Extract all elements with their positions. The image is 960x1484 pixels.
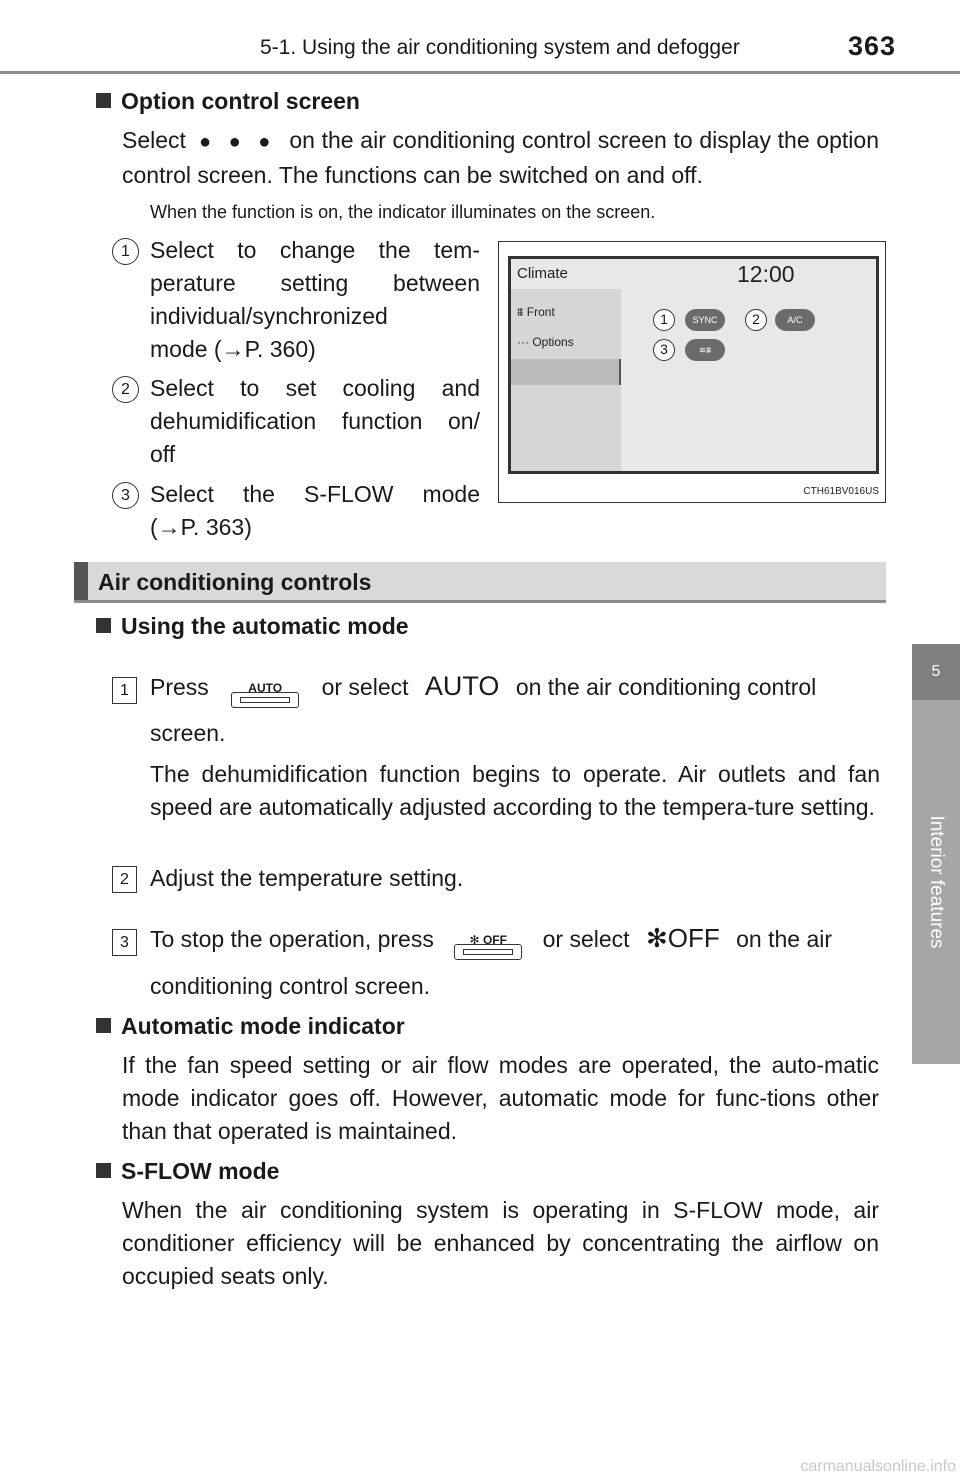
sflow-text: When the air conditioning system is operating in S-FLOW mode, air conditioner efficiency will be enhanced by concentrating the airflow on occupied seats only.	[122, 1197, 879, 1289]
square-bullet-icon	[96, 93, 111, 108]
callout-1-text: Select to change the tem- perature setting between individual/synchronized mode (→P. 360)	[150, 237, 480, 362]
callout-2: 2	[112, 376, 139, 403]
callout-3-text: Select the S-FLOW mode (→P. 363)	[150, 481, 480, 540]
screen-callout-3: 3	[653, 339, 675, 361]
square-bullet-icon	[96, 1163, 111, 1178]
indicator-text: If the fan speed setting or air flow modes are operated, the auto-matic mode indicator goes off. However, automatic mode for func-tions other than that operated is maintained.	[122, 1052, 879, 1144]
step-3-text: To stop the operation, press ✻ OFF or select ✻OFF on the air	[150, 916, 880, 962]
screen-clock: 12:00	[737, 261, 795, 287]
indicator-heading: Automatic mode indicator	[96, 1013, 405, 1040]
header-rule	[0, 71, 960, 74]
step-2-number: 2	[112, 866, 137, 893]
page-number: 363	[847, 31, 896, 61]
seat-airflow-icon: ⩩	[517, 305, 524, 319]
screen-menu	[511, 289, 621, 471]
step-1-text: Press AUTO or select AUTO on the air conditioning control	[150, 664, 880, 710]
step-3-text-end: conditioning control screen.	[150, 973, 430, 999]
fan-icon: ✻	[645, 923, 668, 953]
chapter-tab-label: Interior features	[926, 815, 947, 949]
square-bullet-icon	[96, 618, 111, 633]
screen-callout-1: 1	[653, 309, 675, 331]
sync-button: SYNC	[685, 309, 725, 331]
climate-screen	[508, 256, 879, 474]
menu-options: ··· Options	[517, 335, 574, 349]
illustration-code: CTH61BV016US	[803, 486, 879, 497]
fan-off-key: ✻ OFF	[450, 920, 526, 962]
fan-icon: ✻	[469, 932, 480, 947]
option-screen-heading: Option control screen	[96, 88, 360, 115]
step-1-detail: The dehumidification function begins to operate. Air outlets and fan speed are automatically adjusted according to the tempera-ture setting.	[150, 761, 880, 820]
callout-3: 3	[112, 482, 139, 509]
step-1-text-end: screen.	[150, 720, 226, 746]
callout-1: 1	[112, 238, 139, 265]
step-2-text: Adjust the temperature setting.	[150, 865, 464, 891]
step-1-number: 1	[112, 677, 137, 704]
section-title: Air conditioning controls	[98, 569, 372, 595]
chapter-tab-number: 5	[912, 644, 960, 700]
option-screen-note: When the function is on, the indicator illuminates on the screen.	[150, 202, 656, 222]
sflow-heading: S-FLOW mode	[96, 1158, 279, 1185]
option-screen-intro: Select ● ● ● on the air conditioning control screen to display the option control screen. The functions can be switched on and off.	[122, 127, 880, 188]
menu-front: ⩩ Front	[517, 305, 555, 319]
ac-button: A/C	[775, 309, 815, 331]
more-dots-icon: ● ● ●	[198, 131, 277, 153]
auto-mode-heading: Using the automatic mode	[96, 613, 409, 640]
screen-title: Climate	[517, 265, 568, 282]
square-bullet-icon	[96, 1018, 111, 1033]
option-screen-illustration	[498, 241, 886, 503]
section-header	[74, 562, 886, 602]
menu-selection	[511, 359, 621, 385]
watermark: carmanualsonline.info	[800, 1458, 956, 1475]
callout-2-text: Select to set cooling and dehumidification function on/ off	[150, 375, 480, 467]
auto-key: AUTO	[227, 668, 303, 710]
screen-callout-2: 2	[745, 309, 767, 331]
chapter-tab	[912, 700, 960, 1064]
step-3-number: 3	[112, 929, 137, 956]
s-flow-icon: ≋⩩	[685, 339, 725, 361]
dots-icon: ···	[517, 335, 529, 349]
fan-off-screen-label: ✻OFF	[645, 923, 720, 953]
section-rule	[74, 600, 886, 603]
auto-screen-label: AUTO	[424, 671, 500, 701]
chapter-title: 5-1. Using the air conditioning system and defogger	[260, 36, 740, 59]
